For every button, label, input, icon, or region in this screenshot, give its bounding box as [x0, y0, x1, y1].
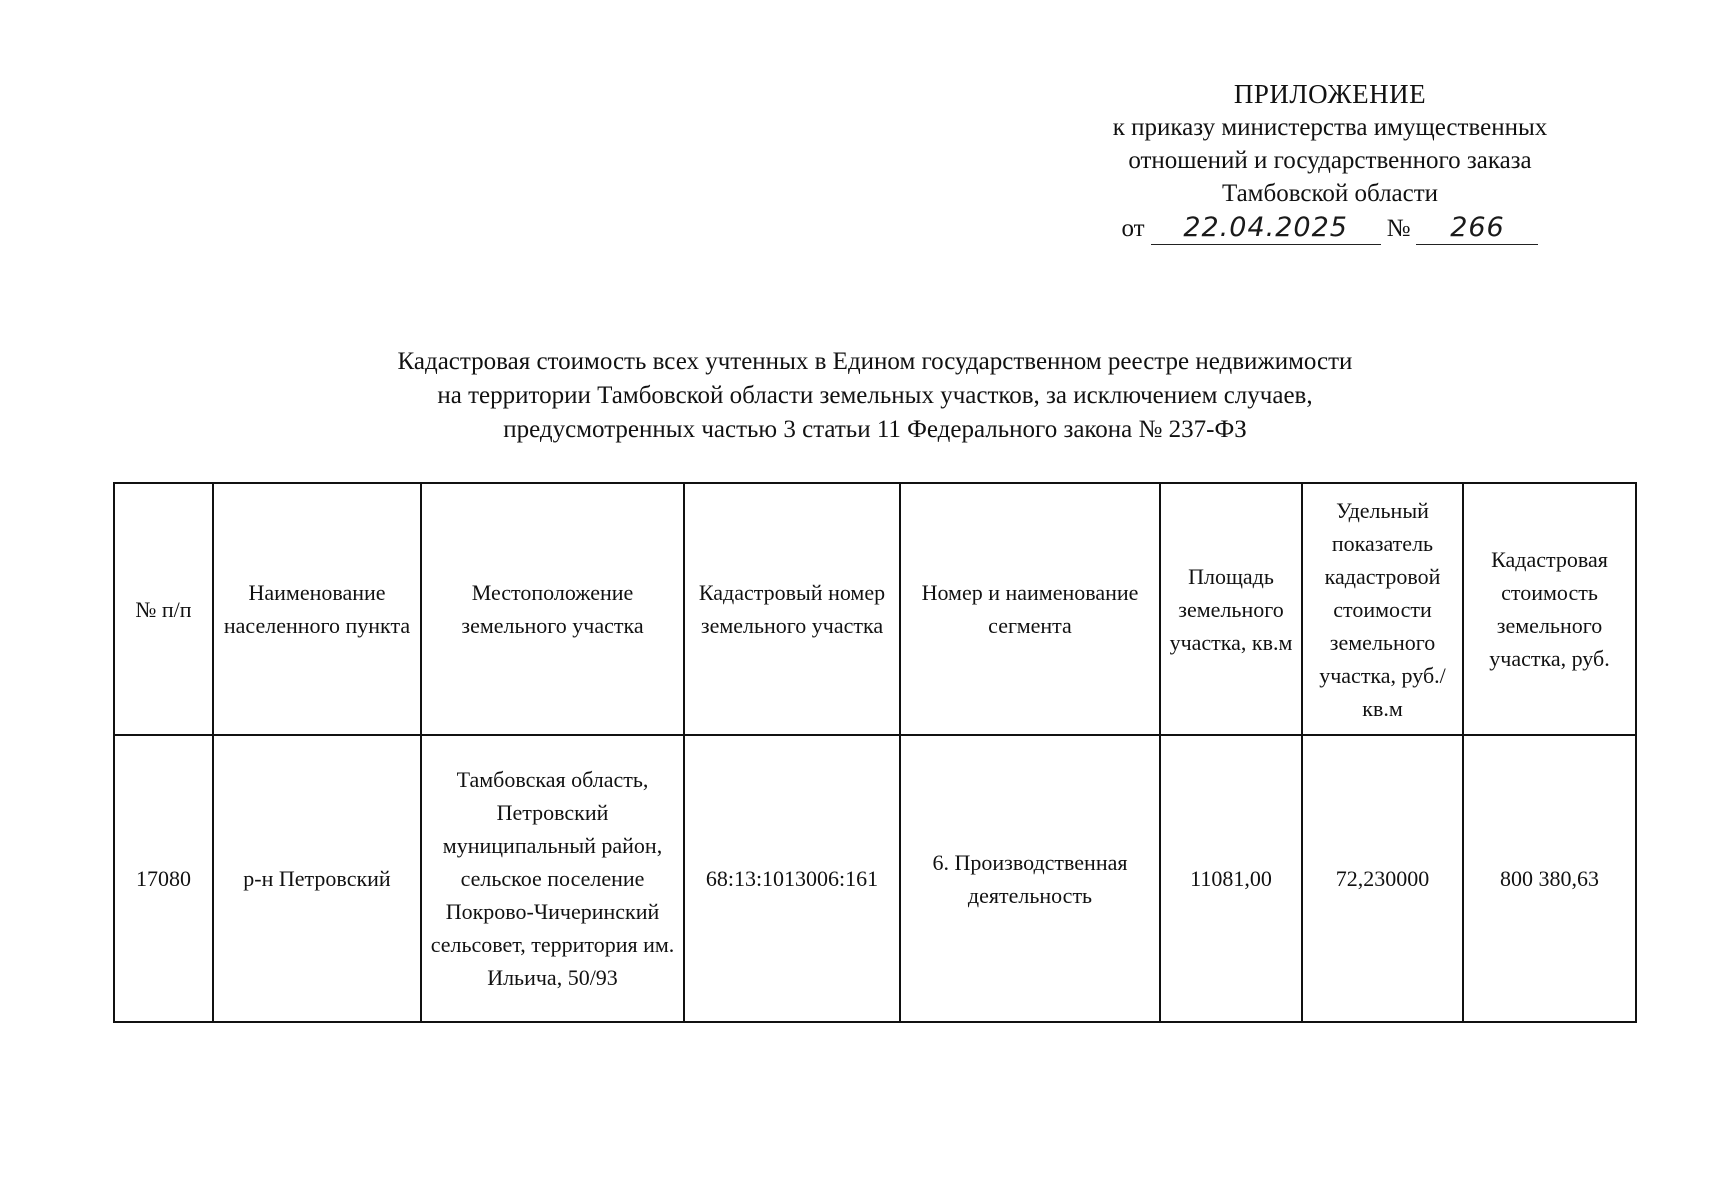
document-title: [200, 345, 1550, 447]
appendix-block: [1060, 78, 1600, 245]
header-cadastral-number: Кадастровый номер земельного участка: [684, 483, 900, 735]
cadastral-value-table: [113, 482, 1637, 1023]
handwritten-date: 22.04.2025: [1151, 212, 1381, 245]
cell-cadastral-value: 800 380,63: [1463, 735, 1636, 1022]
header-row-number: № п/п: [114, 483, 213, 735]
appendix-heading: ПРИЛОЖЕНИЕ: [1233, 79, 1427, 109]
date-prefix: от: [1121, 215, 1145, 242]
cell-row-number: 17080: [114, 735, 213, 1022]
title-line-1: Кадастровая стоимость всех учтенных в Едином государственном реестре недвижимости: [397, 348, 1353, 375]
cell-settlement-name: р-н Петровский: [213, 735, 421, 1022]
cell-cadastral-number: 68:13:1013006:161: [684, 735, 900, 1022]
header-cadastral-value: Кадастровая стоимость земельного участка, руб.: [1463, 483, 1636, 735]
handwritten-number: 266: [1416, 212, 1538, 245]
title-line-2: на территории Тамбовской области земельных участков, за исключением случаев,: [437, 382, 1313, 409]
header-segment: Номер и наименование сегмента: [900, 483, 1160, 735]
header-location: Местоположение земельного участка: [421, 483, 684, 735]
table-row: [114, 735, 1636, 1022]
title-line-3: предусмотренных частью 3 статьи 11 Федерального закона № 237-ФЗ: [503, 416, 1247, 443]
appendix-line-1: к приказу министерства имущественных: [1112, 114, 1548, 141]
table-header-row: [114, 483, 1636, 735]
header-area: Площадь земельного участка, кв.м: [1160, 483, 1302, 735]
header-specific-value: Удельный показатель кадастровой стоимости земельного участка, руб./кв.м: [1302, 483, 1463, 735]
cell-segment: 6. Производственная деятельность: [900, 735, 1160, 1022]
number-prefix: №: [1386, 215, 1411, 242]
order-date-line: [1060, 212, 1600, 245]
cell-specific-value: 72,230000: [1302, 735, 1463, 1022]
cell-area: 11081,00: [1160, 735, 1302, 1022]
appendix-line-2: отношений и государственного заказа: [1128, 147, 1532, 174]
header-settlement-name: Наименование населенного пункта: [213, 483, 421, 735]
appendix-line-3: Тамбовской области: [1221, 180, 1439, 207]
cell-location: Тамбовская область, Петровский муниципальный район, сельское поселение Покрово-Чичеринский сельсовет, территория им. Ильича, 50/93: [421, 735, 684, 1022]
